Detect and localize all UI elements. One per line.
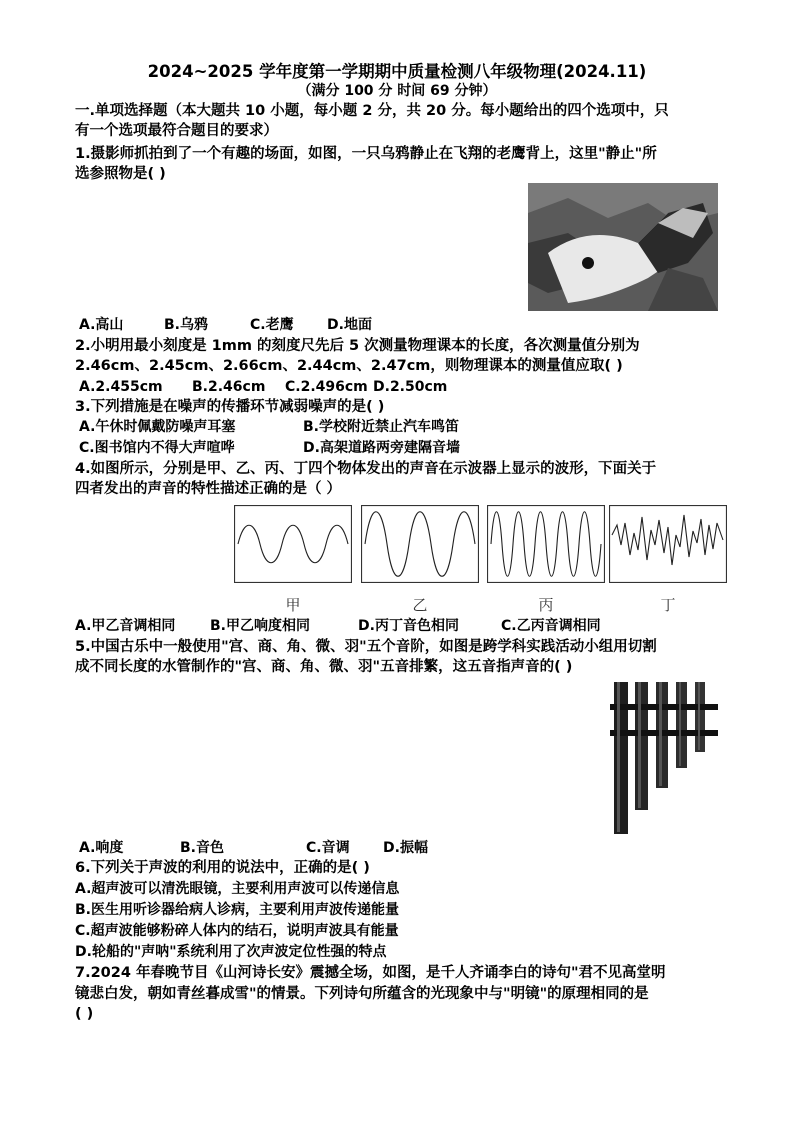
crow-on-eagle-photo [528, 183, 718, 311]
q2-option-a[interactable]: A.2.455cm [79, 379, 163, 395]
q5-option-b[interactable]: B.音色 [180, 840, 224, 856]
q3-option-b[interactable]: B.学校附近禁止汽车鸣笛 [303, 419, 459, 435]
waveform-yi [361, 505, 479, 583]
wave-label-bing: 丙 [538, 596, 554, 614]
q6-option-b[interactable]: B.医生用听诊器给病人诊病，主要利用声波传递能量 [75, 902, 399, 918]
q1-option-d[interactable]: D.地面 [327, 317, 372, 333]
q2-option-b[interactable]: B.2.46cm [192, 379, 266, 395]
question-1-text-cont: 选参照物是( ) [75, 166, 166, 182]
q5-option-c[interactable]: C.音调 [306, 840, 350, 856]
q2-option-c[interactable]: C.2.496cm [285, 379, 368, 395]
question-7-text-end: ( ) [75, 1006, 94, 1022]
question-5-text-cont: 成不同长度的水管制作的"宫、商、角、微、羽"五音排繁，这五音指声音的( ) [75, 659, 573, 675]
wave-label-jia: 甲 [285, 596, 301, 614]
question-4-text-cont: 四者发出的声音的特性描述正确的是（ ） [75, 481, 342, 497]
wave-label-yi: 乙 [412, 596, 428, 614]
section-heading-cont: 有一个选项最符合题目的要求） [75, 123, 278, 139]
q6-option-c[interactable]: C.超声波能够粉碎人体内的结石，说明声波具有能量 [75, 923, 399, 939]
q1-option-c[interactable]: C.老鹰 [250, 317, 294, 333]
pan-pipes-image [610, 680, 720, 836]
question-7-text: 7.2024 年春晚节目《山河诗长安》震撼全场，如图，是千人齐诵李白的诗句"君不见高堂明 [75, 965, 666, 981]
section-heading: 一.单项选择题（本大题共 10 小题，每小题 2 分，共 20 分。每小题给出的四个选项中，只 [75, 103, 669, 119]
q1-option-a[interactable]: A.高山 [79, 317, 124, 333]
q3-option-d[interactable]: D.高架道路两旁建隔音墙 [303, 440, 460, 456]
exam-title: 2024~2025 学年度第一学期期中质量检测八年级物理(2024.11) [147, 62, 647, 81]
q6-option-a[interactable]: A.超声波可以清洗眼镜，主要利用声波可以传递信息 [75, 881, 400, 897]
wave-label-ding: 丁 [660, 596, 676, 614]
q5-option-d[interactable]: D.振幅 [383, 840, 428, 856]
question-6-text: 6.下列关于声波的利用的说法中，正确的是( ) [75, 860, 370, 876]
q5-option-a[interactable]: A.响度 [79, 840, 124, 856]
question-7-text-cont: 镜悲白发，朝如青丝暮成雪"的情景。下列诗句所蕴含的光现象中与"明镜"的原理相同的是 [75, 986, 649, 1002]
question-1-text: 1.摄影师抓拍到了一个有趣的场面，如图，一只乌鸦静止在飞翔的老鹰背上，这里"静止"所 [75, 146, 657, 162]
question-2-text: 2.小明用最小刻度是 1mm 的刻度尺先后 5 次测量物理课本的长度，各次测量值分别为 [75, 338, 640, 354]
q4-option-c[interactable]: C.乙丙音调相同 [501, 618, 601, 634]
question-3-text: 3.下列措施是在噪声的传播环节减弱噪声的是( ) [75, 399, 385, 415]
q6-option-d[interactable]: D.轮船的"声呐"系统利用了次声波定位性强的特点 [75, 944, 387, 960]
question-2-text-cont: 2.46cm、2.45cm、2.66cm、2.44cm、2.47cm，则物理课本的测量值应取( ) [75, 358, 623, 374]
q4-option-d[interactable]: D.丙丁音色相同 [358, 618, 459, 634]
q3-option-c[interactable]: C.图书馆内不得大声喧哗 [79, 440, 235, 456]
q3-option-a[interactable]: A.午休时佩戴防噪声耳塞 [79, 419, 236, 435]
exam-subtitle: （满分 100 分 时间 69 分钟） [297, 83, 497, 99]
q4-option-a[interactable]: A.甲乙音调相同 [75, 618, 176, 634]
question-4-text: 4.如图所示，分别是甲、乙、丙、丁四个物体发出的声音在示波器上显示的波形，下面关于 [75, 461, 657, 477]
waveform-bing [487, 505, 605, 583]
waveform-jia [234, 505, 352, 583]
q4-option-b[interactable]: B.甲乙响度相同 [210, 618, 310, 634]
waveform-ding [609, 505, 727, 583]
question-5-text: 5.中国古乐中一般使用"宫、商、角、微、羽"五个音阶，如图是跨学科实践活动小组用切割 [75, 639, 657, 655]
q2-option-d[interactable]: D.2.50cm [373, 379, 448, 395]
q1-option-b[interactable]: B.乌鸦 [164, 317, 208, 333]
